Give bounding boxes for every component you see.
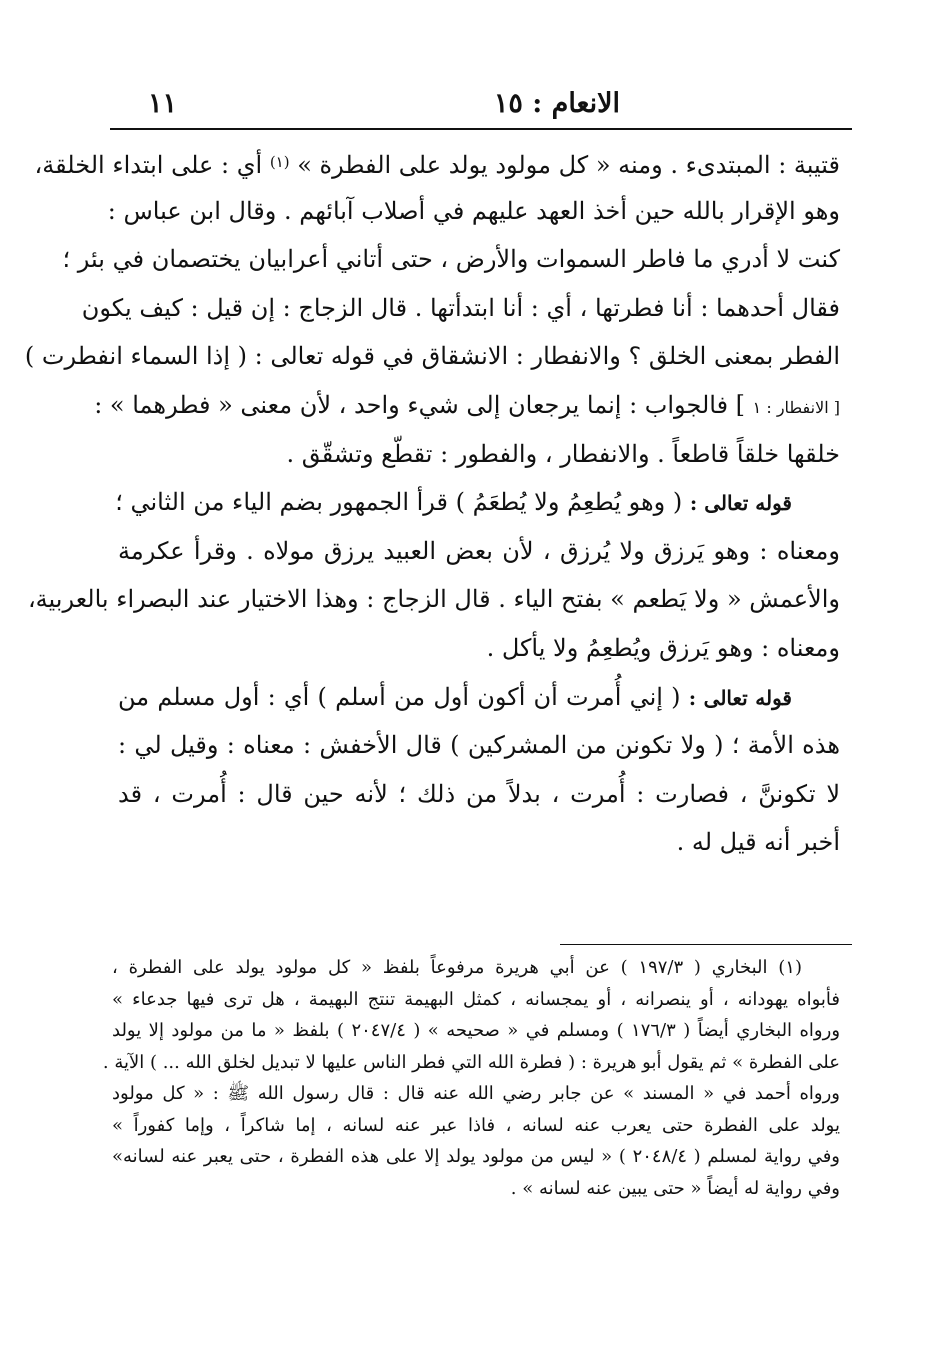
footnote-line: على الفطرة » ثم يقول أبو هريرة : ( فطرة الله التي فطر الناس عليها لا تبديل لخلق الله ... ) الآية . — [102, 1051, 840, 1073]
text-line: قوله تعالى : ( وهو يُطعِمُ ولا يُطعَمُ ) قرأ الجمهور بضم الياء من الثاني ؛ — [115, 488, 792, 517]
text-line: وهو الإقرار بالله حين أخذ العهد عليهم في أصلاب آبائهم . وقال ابن عباس : — [107, 196, 840, 225]
footnote-line: وفي رواية له أيضاً « حتى يبين عنه لسانه » . — [510, 1177, 840, 1199]
quran-reference: [ الانفطار : ١ — [752, 397, 840, 417]
section-label: قوله تعالى : — [689, 491, 792, 516]
text-line: والأعمش « ولا يَطعم » بفتح الياء . قال الزجاج : وهذا الاختيار عند البصراء بالعربية، — [27, 585, 840, 614]
text-line: قتيبة : المبتدىء . ومنه « كل مولود يولد على الفطرة » $^{(١)}$ أي : على ابتداء الخلقة، — [34, 151, 840, 179]
text-line: قوله تعالى : ( إني أُمرت أن أكون أول من أسلم ) أي : أول مسلم من — [118, 682, 792, 711]
text-line: الفطر بمعنى الخلق ؟ والانفطار : الانشقاق في قوله تعالى : ( إذا السماء انفطرت ) — [24, 342, 840, 371]
text-line: هذه الأمة ؛ ( ولا تكونن من المشركين ) قال الأخفش : معناه : وقيل لي : — [118, 731, 840, 760]
footnote-line: يولد على الفطرة حتى يعرب عنه لسانه ، فاذا عبر عنه لسانه ، إما شاكراً ، وإما كفوراً » — [112, 1114, 840, 1136]
text-line: ومعناه : وهو يَرزق ويُطعِمُ ولا يأكل . — [486, 633, 840, 662]
text-line: كنت لا أدري ما فاطر السموات والأرض ، حتى أتاني أعرابيان يختصمان في بئر ؛ — [62, 245, 840, 274]
main-text — [24, 138, 841, 867]
page-header — [110, 78, 852, 128]
text-line: فقال أحدهما : أنا فطرتها ، أي : أنا ابتدأتها . قال الزجاج : إن قيل : كيف يكون — [81, 293, 840, 322]
footnote-line: (١) البخاري ( ١٩٧/٣ ) عن أبي هريرة مرفوعاً بلفظ « كل مولود يولد على الفطرة ، — [112, 957, 802, 978]
header-divider — [110, 128, 852, 130]
footnote-marker: (١) — [269, 153, 290, 171]
page-number: ١١ — [148, 88, 178, 119]
footnotes — [102, 952, 841, 1204]
text-line: [ الانفطار : ١ ] فالجواب : إنما يرجعان إلى شيء واحد ، لأن معنى « فطرهما » : — [94, 390, 840, 419]
footnote-line: فأبواه يهودانه ، أو ينصرانه ، أو يمجسانه ، كمثل البهيمة تنتج البهيمة ، هل ترى فيها جدعاء » — [112, 988, 840, 1010]
footnote-line: ورواه البخاري أيضاً ( ١٧٦/٣ ) ومسلم في « صحيحه » ( ٢٠٤٧/٤ ) بلفظ « ما من مولود إلا يولد — [112, 1020, 841, 1041]
footnote-divider — [560, 944, 852, 945]
text-line: خلقها خلقاً قاطعاً . والانفطار ، والفطور : تقطّع وتشقّق . — [286, 439, 840, 468]
footnote-line: وفي رواية لمسلم ( ٢٠٤٨/٤ ) « ليس من مولود يولد إلا على هذه الفطرة ، حتى يعبر عنه لسانه» — [112, 1146, 840, 1167]
text-line: لا تكوننَّ ، فصارت : أُمرت ، بدلاً من ذلك ؛ لأنه حين قال : أُمرت ، قد — [118, 779, 841, 808]
text-line: ومعناه : وهو يَرزق ولا يُرزق ، لأن بعض العبيد يرزق مولاه . وقرأ عكرمة — [118, 536, 840, 565]
surah-verse-title: الانعام : ١٥ — [493, 88, 620, 119]
section-label: قوله تعالى : — [688, 685, 792, 710]
text-line: أخبر أنه قيل له . — [676, 828, 840, 857]
footnote-line: ورواه أحمد في « المسند » عن جابر رضي الله عنه قال : قال رسول الله ﷺ : « كل مولود — [112, 1083, 840, 1104]
